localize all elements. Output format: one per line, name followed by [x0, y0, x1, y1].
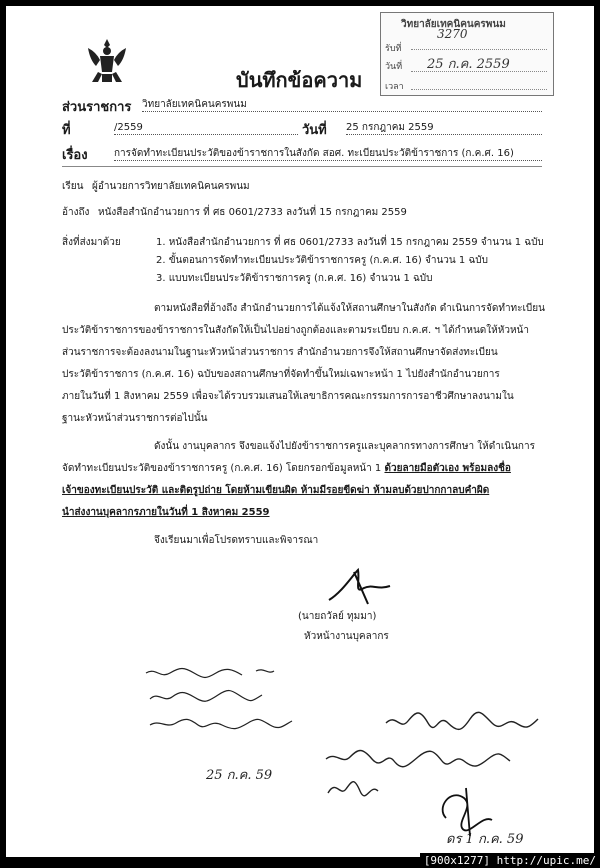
handwritten-notes-right	[306, 701, 586, 781]
para2-line: ดังนั้น งานบุคลากร จึงขอแจ้งไปยังข้าราชการครูและบุคลากรทางการศึกษา ให้ดำเนินการ	[154, 441, 535, 452]
agency-label: ส่วนราชการ	[62, 100, 132, 115]
para1-line: ส่วนราชการจะต้องลงนามในฐานะหัวหน้าส่วนราชการ สำนักอำนวยการจึงให้สถานศึกษาจัดส่งทะเบียน	[62, 347, 498, 358]
signer-name: (นายถวัลย์ ทุมมา)	[298, 611, 377, 622]
handwritten-date: 25 ก.ค. 59	[206, 768, 273, 783]
closing-line: จึงเรียนมาเพื่อโปรดทราบและพิจารณา	[154, 535, 319, 546]
signature-scribble	[324, 566, 394, 606]
ref-doc-label: อ้างถึง	[62, 207, 90, 218]
ref-label: ที่	[62, 123, 71, 138]
memo-title: บันทึกข้อความ	[236, 68, 363, 92]
stamp-no-label: รับที่	[385, 44, 402, 54]
para1-line: ฐานะหัวหน้าส่วนราชการต่อไปนั้น	[62, 413, 208, 424]
agency-value: วิทยาลัยเทคนิคนครพนม	[142, 98, 542, 112]
stamp-time-label: เวลา	[385, 82, 404, 92]
attachment-item: 3. แบบทะเบียนประวัติข้าราชการครู (ก.ค.ศ. 16) จำนวน 1 ฉบับ	[156, 273, 433, 284]
para1-line: ตามหนังสือที่อ้างถึง สำนักอำนวยการได้แจ้งให้สถานศึกษาในสังกัด ดำเนินการจัดทำทะเบียน	[154, 303, 545, 314]
para1-line: ประวัติข้าราชการ (ก.ค.ศ. 16) ฉบับของสถานศึกษาที่จัดทำขึ้นใหม่เฉพาะหน้า 1 ไปยังสำนักอำนวยการ	[62, 369, 500, 380]
para2-emphasis-line: เจ้าของทะเบียนประวัติ และติดรูปถ่าย โดยห้ามเขียนผิด ห้ามมีรอยขีดฆ่า ห้ามลบด้วยปากกาลบคำผิด	[62, 485, 490, 496]
handwritten-initials-left	[324, 771, 384, 801]
signer-position: หัวหน้างานบุคลากร	[304, 631, 389, 642]
stamp-date-value: 25 ก.ค. 2559	[427, 57, 510, 72]
para1-line: ภายในวันที่ 1 สิงหาคม 2559 เพื่อจะได้รวบรวมเสนอให้เลขาธิการคณะกรรมการการอาชีวศึกษาลงนามใน	[62, 391, 514, 402]
subject-value: การจัดทำทะเบียนประวัติของข้าราชการในสังกัด สอศ. ทะเบียนประวัติข้าราชการ (ก.ค.ศ. 16)	[114, 147, 542, 161]
to-value: ผู้อำนวยการวิทยาลัยเทคนิคนครพนม	[92, 181, 250, 192]
date-label: วันที่	[302, 123, 327, 138]
memo-page	[6, 6, 594, 857]
to-label: เรียน	[62, 181, 84, 192]
stamp-org: วิทยาลัยเทคนิคนครพนม	[401, 19, 506, 30]
attachment-item: 1. หนังสือสำนักอำนวยการ ที่ ศธ 0601/2733 ลงวันที่ 15 กรกฎาคม 2559 จำนวน 1 ฉบับ	[156, 237, 544, 248]
handwritten-date-bottom: ดร 1 ก.ค. 59	[446, 832, 524, 847]
para1-line: ประวัติข้าราชการของข้าราชการในสังกัดให้เป็นไปอย่างถูกต้องและตามระเบียบ ก.ค.ศ. ฯ ได้กำหนดให้หัวหน้า	[62, 325, 529, 336]
subject-label: เรื่อง	[62, 148, 88, 163]
attachment-item: 2. ขั้นตอนการจัดทำทะเบียนประวัติข้าราชการครู (ก.ค.ศ. 16) จำนวน 1 ฉบับ	[156, 255, 488, 266]
image-footer: [900x1277] http://upic.me/	[420, 853, 600, 868]
receipt-stamp	[380, 12, 554, 96]
para2-line: จัดทำทะเบียนประวัติของข้าราชการครู (ก.ค.ศ. 16) โดยกรอกข้อมูลหน้า 1 ด้วยลายมือตัวเอง พร้อมลงชื่อ	[62, 463, 511, 474]
date-value: 25 กรกฎาคม 2559	[346, 121, 542, 135]
ref-doc-value: หนังสือสำนักอำนวยการ ที่ ศธ 0601/2733 ลงวันที่ 15 กรกฎาคม 2559	[98, 207, 407, 218]
garuda-emblem-icon	[84, 36, 130, 88]
para2-deadline-line: นำส่งงานบุคลากรภายในวันที่ 1 สิงหาคม 2559	[62, 507, 270, 518]
stamp-no-value: 3270	[437, 27, 468, 41]
attach-label: สิ่งที่ส่งมาด้วย	[62, 237, 121, 248]
stamp-date-label: วันที่	[385, 62, 403, 72]
ref-value: /2559	[114, 121, 298, 135]
